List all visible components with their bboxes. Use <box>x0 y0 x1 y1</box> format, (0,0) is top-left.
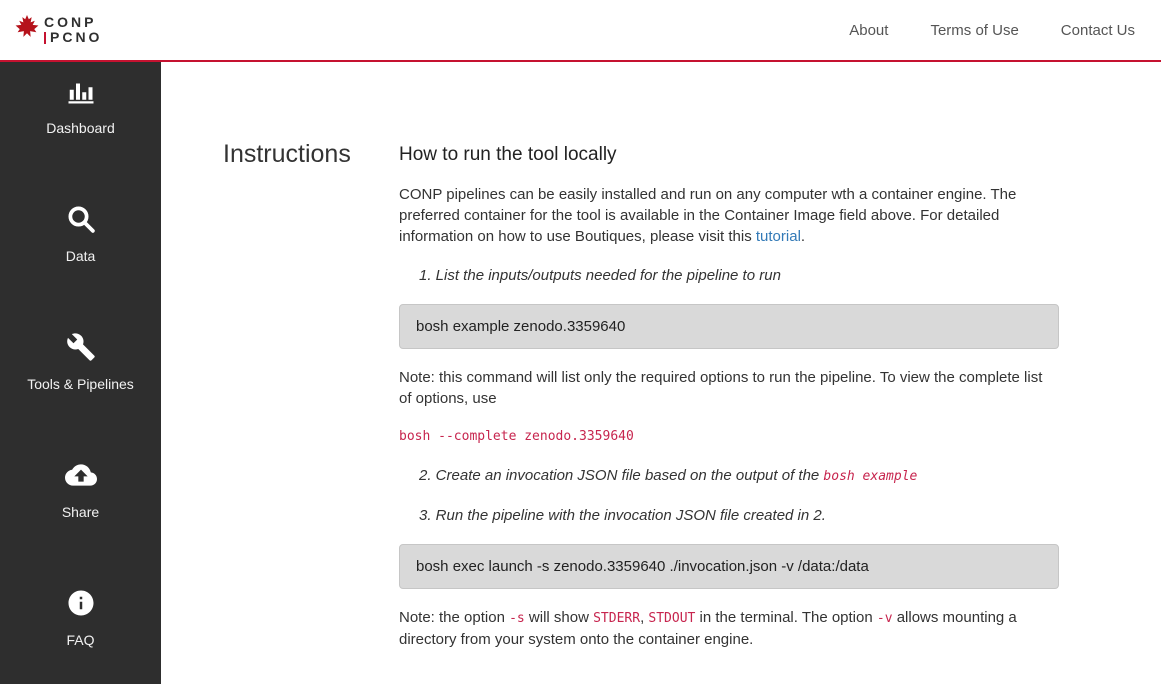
nav-link-terms-of-use[interactable]: Terms of Use <box>930 21 1019 39</box>
bosh-complete-code: bosh --complete zenodo.3359640 <box>399 429 634 444</box>
option-s-code: -s <box>509 611 525 626</box>
sidebar-item-label: Tools & Pipelines <box>27 376 134 392</box>
sidebar-item-faq[interactable] <box>0 582 161 652</box>
wrench-icon <box>66 330 96 364</box>
instructions-content <box>399 140 1059 666</box>
maple-leaf-icon <box>14 14 40 40</box>
sidebar-item-share[interactable] <box>0 454 161 524</box>
header-nav <box>849 22 1135 39</box>
code-block-bosh-example: bosh example zenodo.3359640 <box>399 304 1059 349</box>
nav-link-about[interactable]: About <box>849 21 889 39</box>
header <box>0 0 1161 62</box>
page-title: Instructions <box>223 140 351 168</box>
logo-red-divider <box>44 32 46 44</box>
note-1: Note: this command will list only the required options to run the pipeline. To view the complete list of options, use <box>399 369 1043 407</box>
sidebar-item-tools-pipelines[interactable] <box>0 326 161 396</box>
bar-chart-icon <box>66 74 96 108</box>
logo-text <box>44 15 102 45</box>
code-block-bosh-exec: bosh exec launch -s zenodo.3359640 ./invocation.json -v /data:/data <box>399 544 1059 589</box>
nav-link-contact-us[interactable]: Contact Us <box>1060 21 1135 39</box>
logo[interactable] <box>14 15 102 45</box>
body-row <box>0 62 1161 684</box>
inline-code-line <box>399 425 1059 447</box>
main-content <box>161 62 1161 684</box>
intro-paragraph: CONP pipelines can be easily installed and run on any computer wth a container engine. The preferred container for the tool is available in the Container Image field above. For detailed information on how to use Boutiques, please visit this tutorial. <box>399 186 1017 245</box>
logo-line-2: PCNO <box>44 30 102 45</box>
logo-line-1: CONP <box>44 14 97 30</box>
step-1: 1. List the inputs/outputs needed for the pipeline to run <box>419 267 781 284</box>
step-2: 2. Create an invocation JSON file based on the output of the bosh example <box>419 467 918 484</box>
sidebar-item-label: Data <box>65 248 96 264</box>
cloud-upload-icon <box>65 458 97 492</box>
sidebar-item-dashboard[interactable] <box>0 70 161 140</box>
sidebar-item-label: FAQ <box>66 632 95 648</box>
sidebar-item-data[interactable] <box>0 198 161 268</box>
tutorial-link[interactable]: tutorial <box>755 228 801 245</box>
instructions-heading: How to run the tool locally <box>399 144 617 165</box>
note-2: Note: the option -s will show STDERR, STDOUT in the terminal. The option -v allows mounting a directory from your system onto the container engine. <box>399 609 1017 648</box>
info-icon <box>66 586 96 620</box>
sidebar-item-label: Share <box>61 504 100 520</box>
bosh-example-code: bosh example <box>823 469 918 484</box>
step-3: 3. Run the pipeline with the invocation JSON file created in 2. <box>419 507 826 524</box>
sidebar <box>0 62 161 684</box>
option-v-code: -v <box>876 611 893 626</box>
sidebar-item-label: Dashboard <box>46 120 115 136</box>
search-icon <box>66 202 96 236</box>
stderr-code: STDERR <box>593 611 641 626</box>
stdout-code: STDOUT <box>648 611 696 626</box>
